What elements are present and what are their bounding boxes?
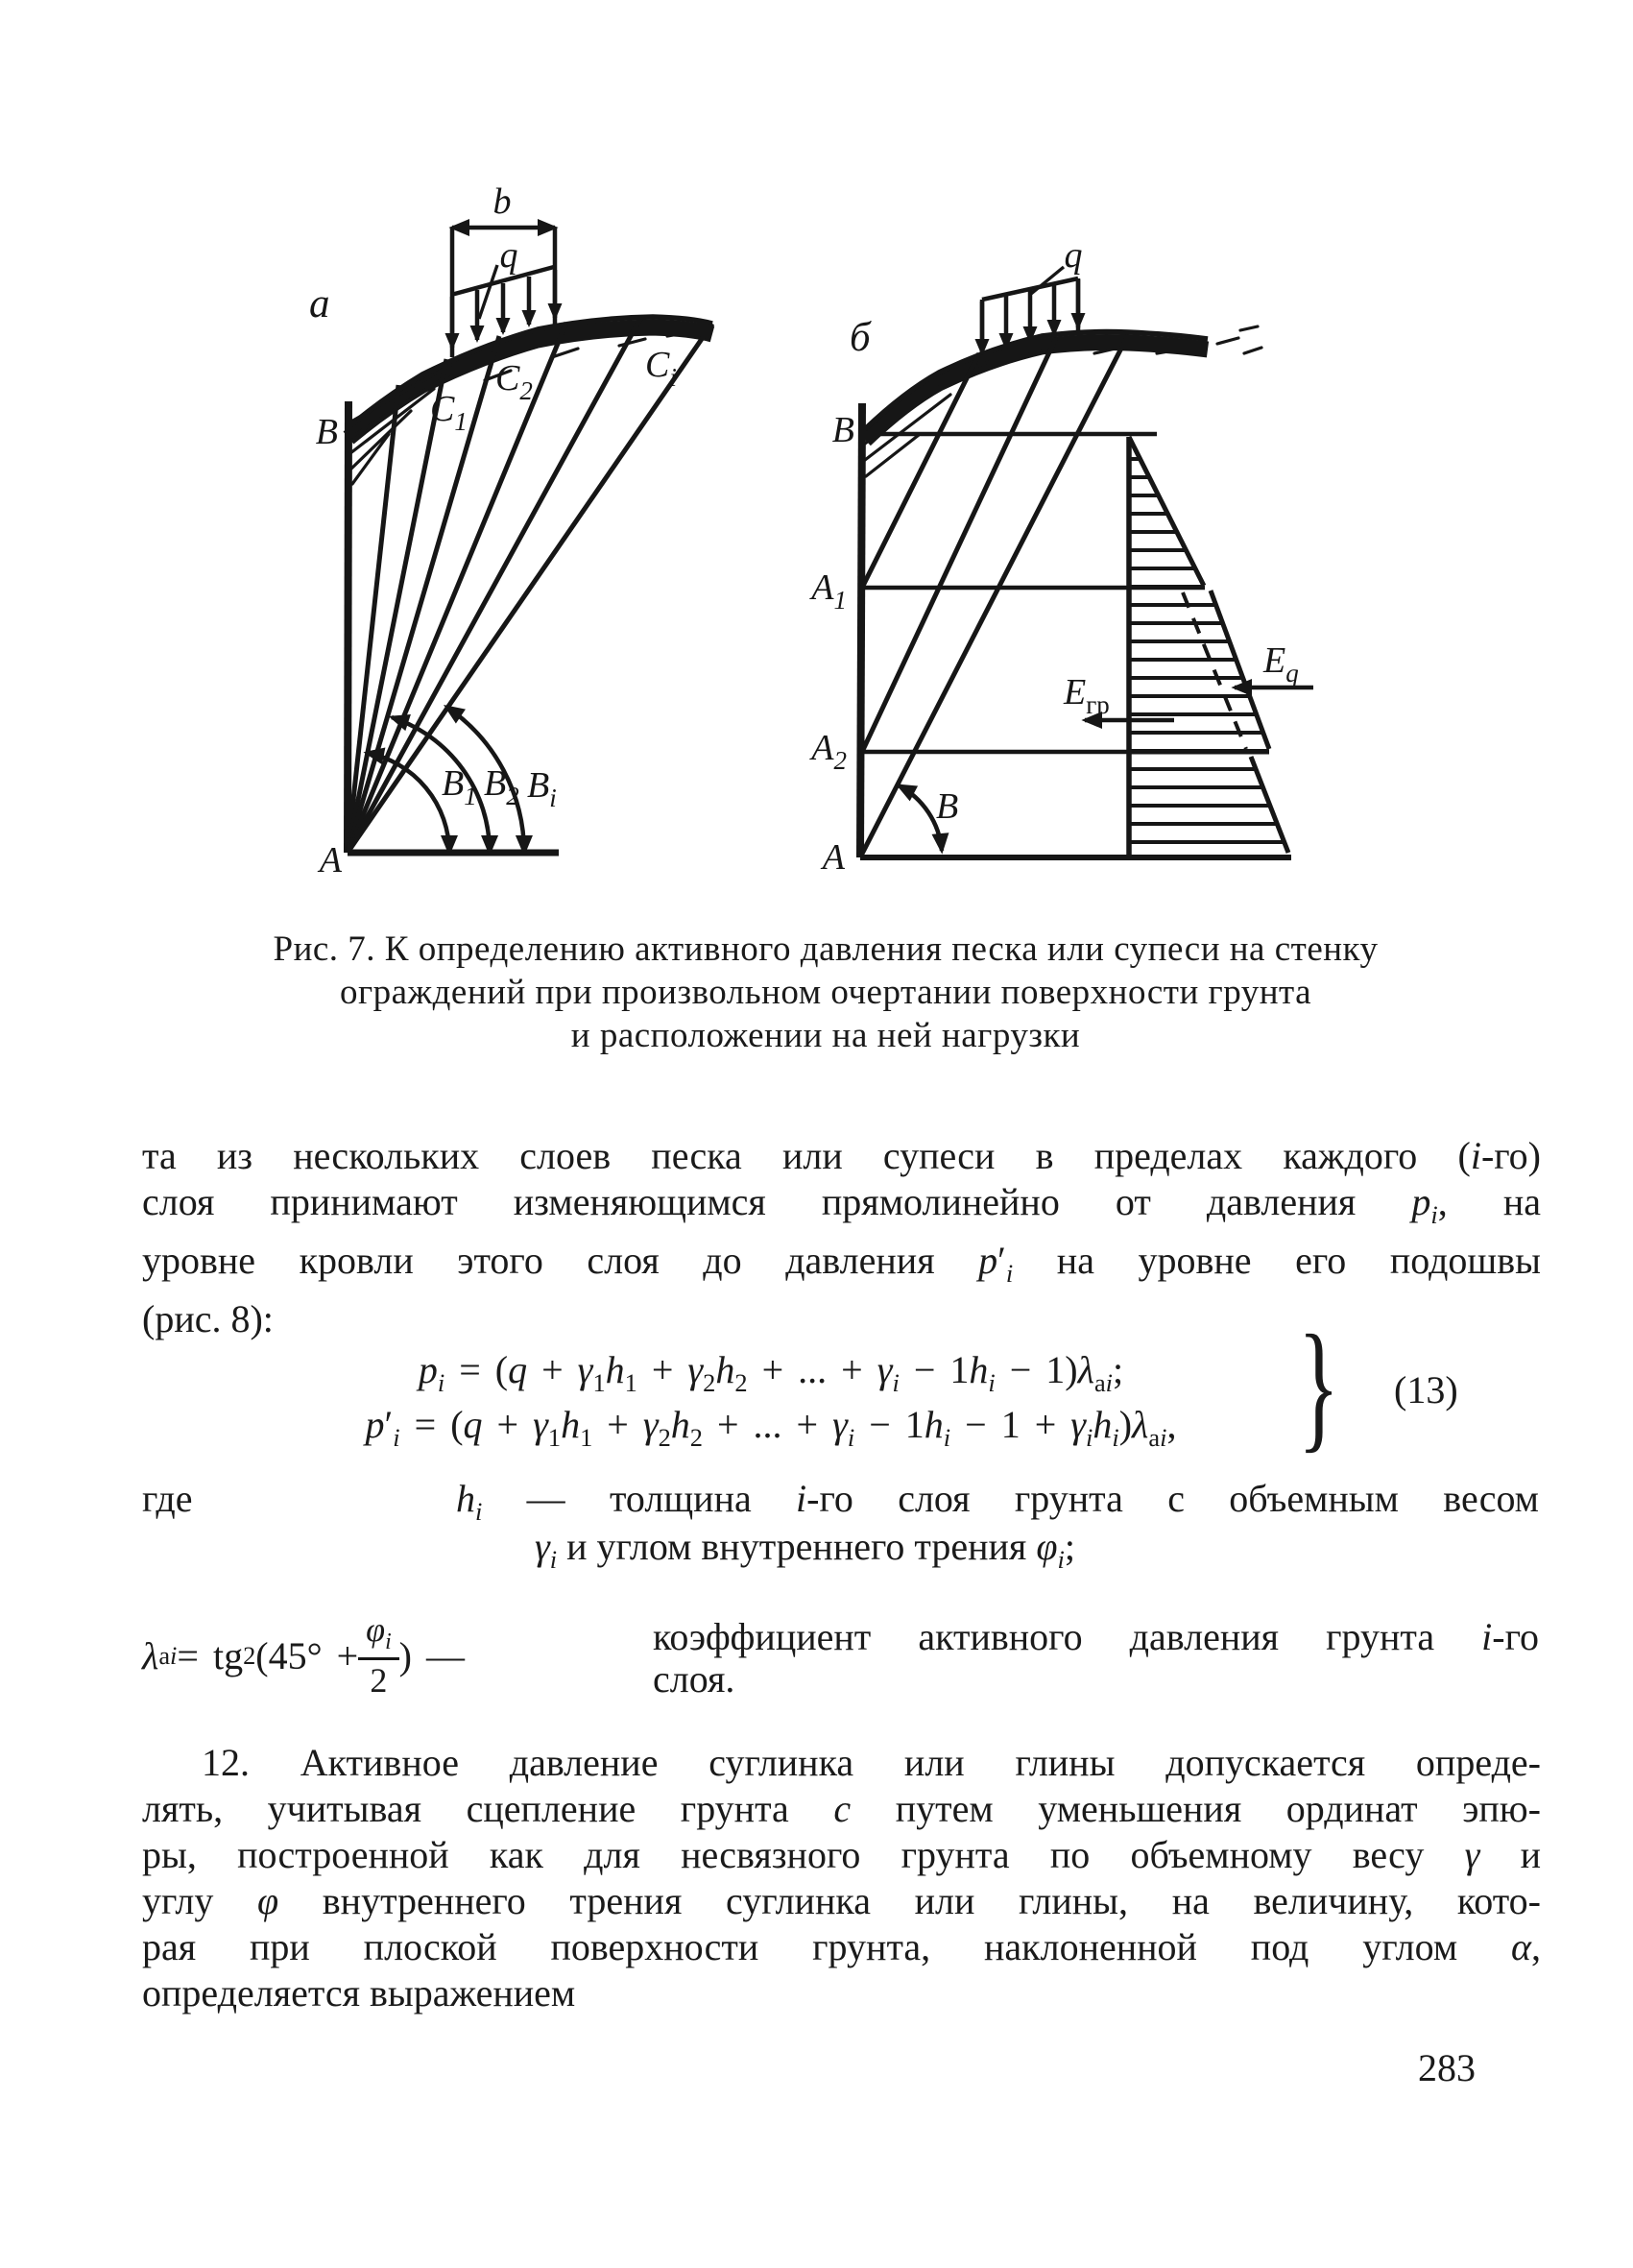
part-a-label: а xyxy=(309,281,330,326)
text-line: уровне кровли этого слоя до давления $p'_i$ на уровне его подошвы xyxy=(142,1239,1541,1288)
q-leader xyxy=(479,265,497,319)
equation-line: $p_i = (q + \gamma_1h_1 + \gamma_2h_2$ + ... + $\gamma_i - 1h_i - 1)\lambda_{ai}$; xyxy=(418,1348,1124,1397)
point-C1-label: $C_1$ xyxy=(430,389,468,436)
page-number: 283 xyxy=(1418,2046,1476,2089)
dim-b-label: b xyxy=(492,181,512,222)
point-C2-label: $C_2$ xyxy=(495,358,533,405)
text-line: лять, учитывая сцепление грунта c путем уменьшения ординат эпю- xyxy=(142,1787,1541,1830)
angle-beta-label: В xyxy=(936,786,959,827)
where-definition-h: $h_i$ — толщина i-го слоя грунта с объемным весом xyxy=(456,1477,1539,1526)
E-q-label: $E_q$ xyxy=(1263,640,1299,688)
equation-brace: } xyxy=(1298,1306,1340,1465)
text-line: (рис. 8): xyxy=(142,1297,274,1340)
equation-13 xyxy=(142,1342,1400,1452)
point-A-label-a: A xyxy=(319,840,342,881)
text-line: 12. Активное давление суглинка или глины допускается опреде- xyxy=(202,1741,1541,1784)
point-B-label-a: B xyxy=(315,412,338,452)
load-q-label-b: q xyxy=(1064,235,1083,276)
load-q-label-a: q xyxy=(499,235,518,276)
figure-caption xyxy=(142,928,1509,1057)
where-word: где xyxy=(142,1477,193,1520)
point-A-label-b: A xyxy=(822,837,845,878)
text-line: углу φ внутреннего трения суглинка или глины, на величину, кото- xyxy=(142,1879,1541,1922)
point-Ci-label: $C_i$ xyxy=(645,345,677,392)
ground-hatch-band-b xyxy=(865,343,1208,441)
point-B-label-b: B xyxy=(831,410,854,450)
text-line: рая при плоской поверхности грунта, наклоненной под углом α, xyxy=(142,1925,1541,1968)
part-b-label: б xyxy=(850,315,871,360)
equation-number: (13) xyxy=(1394,1368,1458,1411)
where-definition-h2: $\gamma_i$ и углом внутреннего трения $\varphi_i$; xyxy=(535,1525,1075,1574)
lambda-formula: λ a i = tg 2 (45° + $\frac{\varphi_i}{2}$ ) — xyxy=(142,1609,465,1700)
angle-B1-label: $B_1$ xyxy=(442,763,477,810)
caption-line: и расположении на ней нагрузки xyxy=(570,1016,1081,1055)
point-A1-label: $A_1$ xyxy=(811,567,847,615)
angle-Bi-label: $B_i$ xyxy=(527,765,557,812)
caption-line: Рис. 7. К определению активного давления песка или супеси на стенку xyxy=(273,929,1379,969)
text-line: слоя принимают изменяющимся прямолинейно от давления $p_i$, на xyxy=(142,1180,1541,1229)
point-A2-label: $A_2$ xyxy=(811,728,847,775)
diagram-a xyxy=(309,181,712,881)
lambda-definition-line: коэффициент активного давления грунта i-го xyxy=(653,1615,1539,1658)
text-line: определяется выражением xyxy=(142,1971,576,2015)
E-gr-label: $E_{гр}$ xyxy=(1064,672,1110,719)
q-leader-b xyxy=(1031,267,1064,294)
diagram-b xyxy=(808,235,1313,878)
figure-7 xyxy=(0,0,1633,931)
paragraph-12 xyxy=(142,1740,1541,2016)
text-line: ры, построенной как для несвязного грунта по объемному весу γ и xyxy=(142,1833,1542,1876)
lambda-definition-line2: слоя. xyxy=(653,1657,735,1701)
wall-line-b xyxy=(860,403,862,857)
text-line: та из нескольких слоев песка или супеси в пределах каждого (i-го) xyxy=(142,1134,1541,1177)
equation-line: $p'_i = (q + \gamma_1h_1 + \gamma_2h_2$ + ... + $\gamma_i - 1h_i - 1 + \gamma_ih_i)\lambda_{ai}$, xyxy=(365,1403,1177,1452)
caption-line: ограждений при произвольном очертании поверхности грунта xyxy=(339,973,1312,1012)
angle-B2-label: $B_2$ xyxy=(484,763,519,810)
